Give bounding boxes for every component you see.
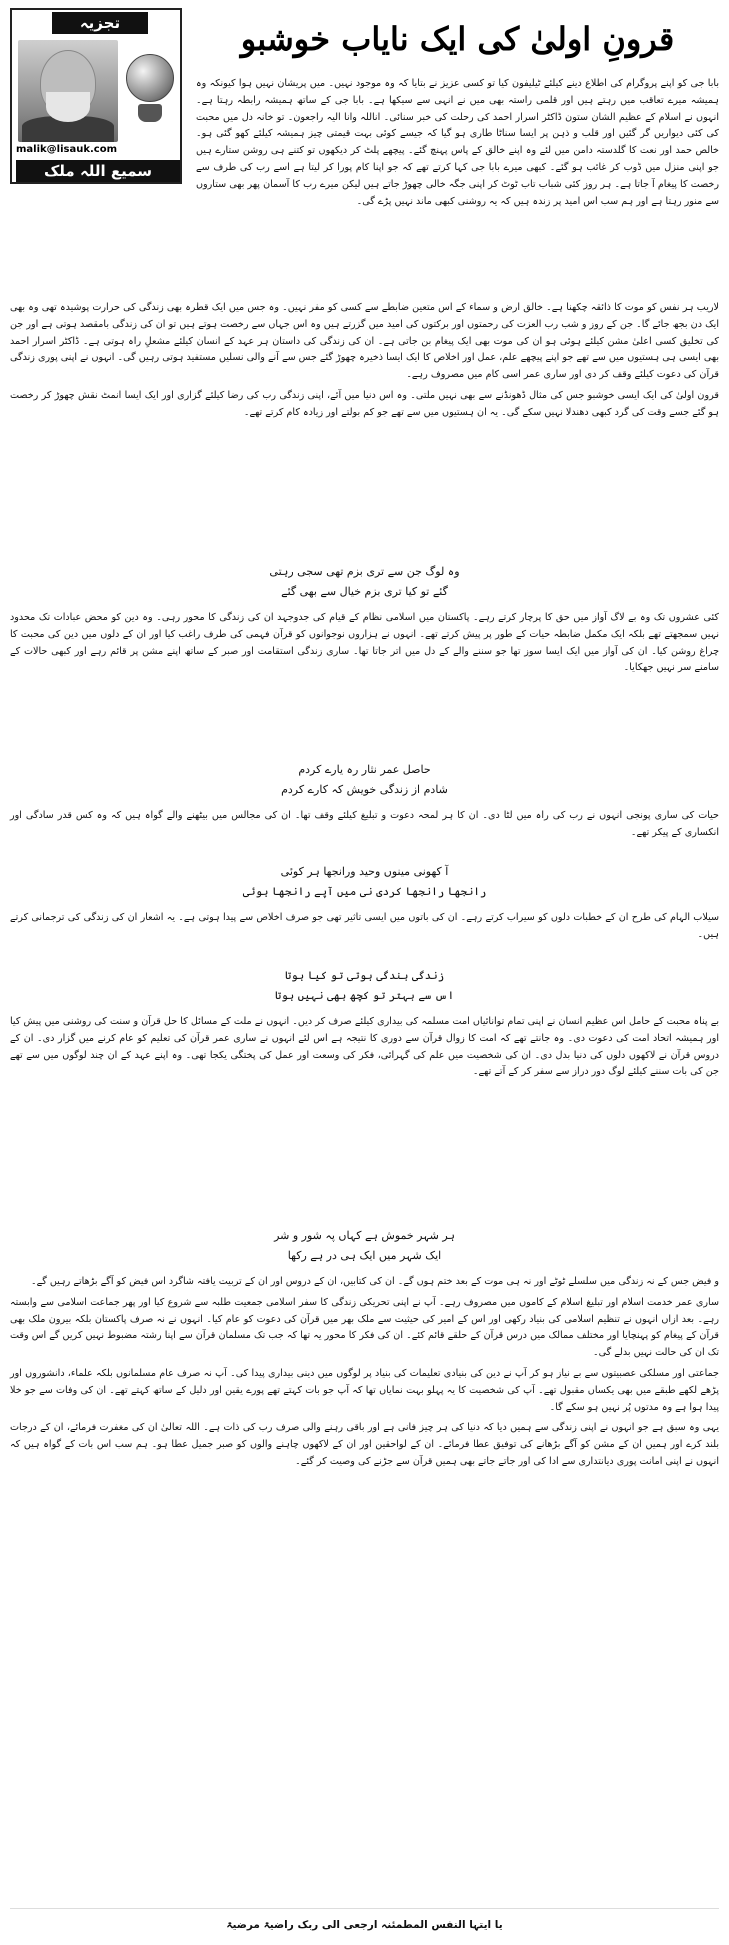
verse-line: وہ لوگ جن سے تری بزم تھی سجی رہتی: [269, 565, 460, 578]
paragraph: لاریب ہر نفس کو موت کا ذائقہ چکھنا ہے۔ خالق ارض و سماء کے اس متعین ضابطے سے کسی کو مفر نہیں۔ وہ جس میں ایک قطرہ بھی زندگی کی حرارت پوشیدہ تھی وہ بھی ایک دن بجھ جائے گا۔ جن کے روز و شب رب العزت کی رحمتوں اور برکتوں کی امید میں گزرتے ہیں وہ اس جہاں سے رخصت ہوتے ہیں تو ان کی زندگی بامقصد ہوتی ہے اور جن کی تخلیق کسی اعلیٰ مشن کیلئے ہوئی ہو ان کی موت بھی ایک پیغام بن جاتی ہے۔ ان کی زندگی کی داستان ہر عہد کے انسان کیلئے مشعلِ راہ ہوتی ہے۔ ڈاکٹر اسرار احمد بھی ایسی ہی ہستیوں میں سے تھے جو اپنے پیچھے علم، عمل اور اخلاص کا ایک ایسا ذخیرہ چھوڑ گئے جس سے آنے والی نسلیں مستفید ہوتی رہیں گی۔ انہوں نے اپنی پوری زندگی قرآن کی دعوت کیلئے وقف کر دی اور ساری عمر اسی کام میں مصروف رہے۔: [10, 302, 719, 381]
verse-line: ایک شہر میں ایک ہی در ہے رکھا: [287, 1249, 442, 1262]
verse-block-2: [10, 760, 719, 800]
closing-quote: یا ایتہا النفس المطمئنہ ارجعی الی ربک راضیۃ مرضیۃ: [226, 1919, 503, 1931]
paragraph: بے پناہ محبت کے حامل اس عظیم انسان نے اپنی تمام توانائیاں امت مسلمہ کی بیداری کیلئے صرف کر دیں۔ انہوں نے ملت کے مسائل کا حل قرآن و سنت کی روشنی میں پیش کیا اور ہمیشہ اتحاد امت کی دعوت دی۔ وہ جانتے تھے کہ امت کا زوال قرآن سے دوری کا نتیجہ ہے اس لئے انہوں نے ساری عمر قرآن کی تعلیم کو عام کرنے میں گزار دی۔ ان کے دروس قرآن نے لاکھوں دلوں کی دنیا بدل دی۔ ان کی شخصیت میں علم کی گہرائی، فکر کی وسعت اور عمل کی پختگی یکجا تھی۔ وہ اپنے عہد کے ان چند لوگوں میں سے تھے جن کی بات سننے کیلئے لوگ دور دراز سے سفر کر کے آتے تھے۔: [10, 1016, 719, 1078]
paragraph: بابا جی کو اپنے پروگرام کی اطلاع دینے کیلئے ٹیلیفون کیا تو کسی عزیز نے بتایا کہ وہ موجود نہیں۔ میں پریشان نہیں ہوا کیونکہ وہ ہمیشہ میرے تعاقب میں رہتے ہیں اور قلمی راستہ بھی میں نے انہی سے سیکھا ہے۔ بابا جی کے ساتھ ہمیشہ رابطہ رہتا ہے۔ انہوں نے اسلام کے عظیم الشان ستون ڈاکٹر اسرار احمد کی رحلت کی خبر سنائی۔ اناللہ وانا الیہ راجعون۔ تو خانہ دل میں محبت کی کئی دیواریں گر گئیں اور قلب و ذہن پر ایسا سناٹا طاری ہو گیا کہ جیسے کوئی بہت قیمتی چیز ہمیشہ کیلئے کھو گئی ہو۔ خالص حمد اور نعت کا گلدستہ دامن میں لئے وہ اپنے خالق کے پاس پہنچ گئے۔ پیچھے پلٹ کر دیکھوں تو کتنے ہی روشن ستارے ہیں جو اپنی منزل میں ڈوب کر غائب ہو گئے۔ کبھی میرے بابا جی کہا کرتے تھے کہ جو اپنا کام پورا کر لیتا ہے اسے رب کی طرف سے رخصت کا پیغام آ جاتا ہے۔ ہر روز کئی شباب تاب ٹوٹ کر اپنی جگہ خالی چھوڑ جاتے ہیں لیکن میرے رب کا آسمان پھر بھی ستاروں سے منور رہتا ہے اور ہم سب اس امید پر زندہ ہیں کہ یہ روشنی کبھی ماند نہیں پڑے گی۔: [196, 78, 719, 207]
article-body-2: [10, 610, 719, 681]
article-headline: قرونِ اولیٰ کی ایک نایاب خوشبو: [240, 20, 675, 58]
verse-line: حاصل عمر نثار رہ یارے کردم: [298, 763, 431, 776]
article-body-6: [10, 1274, 719, 1475]
article-body-4: [10, 910, 719, 948]
author-portrait: [18, 40, 118, 142]
author-email: malik@lisauk.com: [16, 144, 118, 155]
verse-block-3: [10, 862, 719, 902]
article-body-1: [10, 300, 719, 426]
verse-line: شادم از زندگی خویش کہ کارے کردم: [281, 783, 448, 796]
author-header-box: [10, 8, 182, 184]
verse-line: آ کھونی مینوں وحید ورانجھا ہر کوئی: [280, 865, 449, 878]
verse-block-4: [10, 966, 719, 1006]
paragraph: جماعتی اور مسلکی عصبیتوں سے بے نیاز ہو کر آپ نے دین کی بنیادی تعلیمات کی بنیاد پر لوگوں میں دینی بیداری پیدا کی۔ آپ نہ صرف عام مسلمانوں بلکہ علماء، دانشوروں اور پڑھے لکھے طبقے میں بھی یکساں مقبول تھے۔ آپ کی شخصیت کا یہ پہلو بہت نمایاں تھا کہ آپ جو بات کہتے تھے پورے یقین اور دلیل کے ساتھ کہتے تھے۔ ان کی وفات سے جو خلا پیدا ہوا ہے وہ مدتوں پُر نہیں ہو سکے گا۔: [10, 1367, 719, 1413]
paragraph: ساری عمر خدمت اسلام اور تبلیغ اسلام کے کاموں میں مصروف رہے۔ آپ نے اپنی تحریکی زندگی کا سفر اسلامی جمعیت طلبہ سے شروع کیا اور پھر جماعت اسلامی سے وابستہ رہے۔ بعد ازاں انہوں نے تنظیم اسلامی کی بنیاد رکھی اور اس کے امیر کی حیثیت سے ملک بھر میں قرآن کی دعوت کو عام کیا۔ انہوں نے نہ صرف پاکستان بلکہ بیرون ملک بھی قرآن کے پیغام کو پہنچایا اور مختلف ممالک میں درس قرآن کے حلقے قائم کئے۔ ان کی فکر کا محور یہ تھا کہ جب تک مسلمان قرآن سے اپنا رشتہ مضبوط نہیں کریں گے اس وقت تک ان کی حالت نہیں بدلے گی۔: [10, 1296, 719, 1359]
author-name: سمیع اللہ ملک: [16, 160, 180, 182]
column-badge: تجزیہ: [52, 12, 148, 34]
verse-line: زندگی بندگی ہوتی تو کیا ہوتا: [284, 969, 445, 982]
paragraph: و فیض جس کے نہ زندگی میں سلسلے ٹوٹے اور نہ ہی موت کے بعد ختم ہوں گے۔ ان کی کتابیں، ان کے دروس اور ان کے تربیت یافتہ شاگرد اس فیض کو آگے بڑھاتے رہیں گے۔: [31, 1276, 719, 1287]
verse-line: رانجھا رانجھا کردی نی میں آپے رانجھا ہوئی: [242, 885, 487, 898]
verse-block-1: [10, 562, 719, 602]
paragraph: سیلاب الہام کی طرح ان کے خطبات دلوں کو سیراب کرتے رہے۔ ان کی باتوں میں ایسی تاثیر تھی جو صرف اخلاص سے پیدا ہوتی ہے۔ یہ اشعار ان کی زندگی کی ترجمانی کرتے ہیں۔: [10, 912, 719, 940]
verse-line: ہر شہر خموش ہے کہاں پہ شور و شر: [274, 1229, 455, 1242]
globe-icon: [122, 54, 178, 126]
paragraph: یہی وہ سبق ہے جو انہوں نے اپنی زندگی سے ہمیں دیا کہ دنیا کی ہر چیز فانی ہے اور باقی رہنے والی صرف رب کی ذات ہے۔ اللہ تعالیٰ ان کی مغفرت فرمائے، ان کے درجات بلند کرے اور ہمیں ان کے مشن کو آگے بڑھانے کی توفیق عطا فرمائے۔ ان کے لواحقین اور ان کے لاکھوں چاہنے والوں کو صبر جمیل عطا ہو۔ ہم سب اس بات کے گواہ ہیں کہ انہوں نے اپنی امانت پوری دیانتداری سے ادا کی اور جاتے جاتے بھی ہمیں قرآن سے جڑنے کی وصیت کر گئے۔: [10, 1422, 719, 1467]
article-body-3: [10, 808, 719, 846]
verse-block-5: [10, 1226, 719, 1266]
article-body-5: [10, 1014, 719, 1085]
paragraph: حیات کی ساری پونجی انہوں نے رب کی راہ میں لٹا دی۔ ان کا ہر لمحہ دعوت و تبلیغ کیلئے وقف تھا۔ ان کی مجالس میں بیٹھنے والے گواہ ہیں کہ وہ کس قدر سادگی اور انکساری کے پیکر تھے۔: [10, 810, 719, 838]
verse-line: اس سے بہتر تو کچھ بھی نہیں ہوتا: [274, 989, 455, 1002]
paragraph: کئی عشروں تک وہ بے لاگ آواز میں حق کا پرچار کرتے رہے۔ پاکستان میں اسلامی نظام کے قیام کی جدوجہد ان کی زندگی کا محور رہی۔ وہ دین کو محض عبادات تک محدود نہیں سمجھتے تھے بلکہ ایک مکمل ضابطہ حیات کے طور پر پیش کرتے تھے۔ انہوں نے ہزاروں نوجوانوں کو قرآن فہمی کی طرف راغب کیا اور ان کے دلوں میں دین کی محبت کا چراغ روشن کیا۔ ان کی آواز میں ایک ایسا سوز تھا جو سننے والے کے دل میں اتر جاتا تھا۔ ساری زندگی استقامت اور صبر کے ساتھ اپنے مشن پر قائم رہے اور کبھی حالات کے سامنے سر نہیں جھکایا۔: [10, 612, 719, 674]
divider: [10, 1908, 719, 1909]
paragraph: قرون اولیٰ کی ایک ایسی خوشبو جس کی مثال ڈھونڈنے سے بھی نہیں ملتی۔ وہ اس دنیا میں آئے، اپنی زندگی رب کی رضا کیلئے گزاری اور ایک ایسا انمٹ نقش چھوڑ کر رخصت ہو گئے جسے وقت کی گرد کبھی دھندلا نہیں سکے گی۔ یہ ان ہستیوں میں سے تھے جو کم بولتے اور زیادہ کام کرتے تھے۔: [10, 389, 719, 418]
article-intro: [196, 76, 719, 214]
verse-line: گئے تو کیا تری بزم خیال سے بھی گئے: [281, 585, 448, 598]
